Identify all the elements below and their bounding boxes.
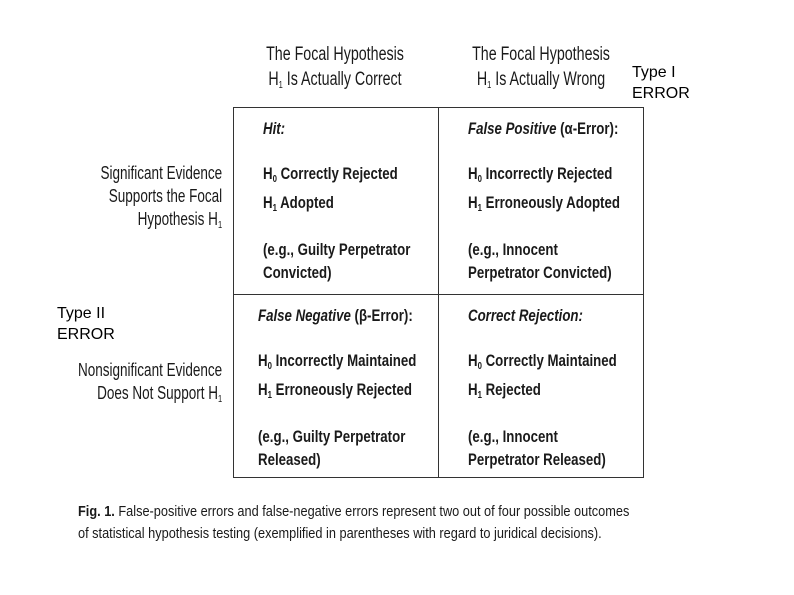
text: Erroneously Adopted: [481, 193, 620, 212]
h1-line: [263, 191, 410, 220]
text: Erroneously Rejected: [271, 380, 412, 399]
row-line: Significant Evidence: [100, 163, 222, 183]
label-line: Type I: [632, 64, 676, 81]
example-line: (e.g., Guilty Perpetrator: [258, 427, 406, 446]
header-line: The Focal Hypothesis: [472, 44, 610, 65]
cell-title: [468, 304, 617, 327]
caption-label: Fig. 1.: [78, 503, 115, 520]
title: False Positive: [468, 119, 557, 138]
row-line: [100, 208, 222, 237]
h1-line: [468, 378, 617, 407]
caption-line: of statistical hypothesis testing (exemplified in parentheses with regard to juridical decisions).: [78, 525, 602, 542]
example-line: Released): [258, 450, 321, 469]
title-rest: (β-Error):: [350, 306, 413, 325]
text: Hypothesis H: [137, 209, 218, 229]
h0-line: [468, 162, 620, 191]
label-line: Type II: [57, 305, 106, 322]
h: H: [258, 351, 268, 370]
header-line: [245, 67, 425, 98]
row-line: Supports the Focal: [108, 186, 222, 206]
h: H: [468, 164, 478, 183]
sub: 1: [267, 390, 272, 401]
sub: 0: [477, 361, 482, 372]
header-line: The Focal Hypothesis: [266, 44, 404, 65]
h: H: [468, 193, 478, 212]
text: Adopted: [276, 193, 334, 212]
h1-line: [258, 378, 416, 407]
text: Does Not Support H: [97, 383, 218, 403]
row-line: [78, 382, 222, 411]
text: Is Actually Wrong: [491, 69, 606, 90]
caption-line: [78, 501, 629, 523]
text: Is Actually Correct: [282, 69, 402, 90]
sub: 0: [267, 361, 272, 372]
h: H: [268, 69, 279, 90]
sub: 1: [217, 394, 222, 405]
label-line: ERROR: [57, 326, 115, 343]
example-line: Perpetrator Convicted): [468, 263, 612, 282]
cell-title: [263, 117, 410, 140]
figure-caption: [78, 501, 629, 545]
title-rest: (α-Error):: [556, 119, 619, 138]
text: Correctly Rejected: [276, 164, 398, 183]
cell-false-positive: [468, 117, 620, 284]
text: Correctly Maintained: [481, 351, 617, 370]
h0-line: [263, 162, 410, 191]
type-1-error-label: [632, 62, 690, 104]
h0-line: [468, 349, 617, 378]
cell-false-negative: [258, 304, 416, 471]
cell-hit: [263, 117, 410, 284]
sub: 1: [278, 80, 283, 91]
example-line: (e.g., Innocent: [468, 427, 558, 446]
title: Hit:: [263, 119, 286, 138]
title: False Negative: [258, 306, 351, 325]
caption-text: False-positive errors and false-negative errors represent two out of four possible outcomes: [114, 503, 630, 520]
title: Correct Rejection:: [468, 306, 583, 325]
sub: 1: [477, 390, 482, 401]
h: H: [258, 380, 268, 399]
text: Rejected: [481, 380, 541, 399]
h: H: [263, 164, 273, 183]
h: H: [468, 351, 478, 370]
divider: [438, 107, 439, 478]
sub: 0: [272, 174, 277, 185]
row-header-nonsignificant: [78, 359, 222, 411]
row-header-significant: [100, 162, 222, 237]
h: H: [468, 380, 478, 399]
cell-correct-rejection: [468, 304, 617, 471]
sub: 0: [477, 174, 482, 185]
type-2-error-label: [57, 303, 115, 345]
label-line: ERROR: [632, 85, 690, 102]
header-line: [451, 67, 631, 98]
cell-title: [468, 117, 620, 140]
column-header-wrong: [451, 42, 631, 98]
sub: 1: [217, 220, 222, 231]
divider: [233, 294, 644, 295]
sub: 1: [272, 203, 277, 214]
h: H: [476, 69, 488, 90]
cell-title: [258, 304, 416, 327]
row-line: Nonsignificant Evidence: [77, 360, 222, 380]
example-line: Convicted): [263, 263, 332, 282]
column-header-correct: [245, 42, 425, 98]
example-line: (e.g., Innocent: [468, 240, 558, 259]
sub: 1: [477, 203, 482, 214]
h1-line: [468, 191, 620, 220]
sub: 1: [487, 80, 492, 91]
example-line: Perpetrator Released): [468, 450, 606, 469]
h0-line: [258, 349, 416, 378]
text: Incorrectly Maintained: [271, 351, 417, 370]
example-line: (e.g., Guilty Perpetrator: [263, 240, 411, 259]
text: Incorrectly Rejected: [481, 164, 613, 183]
h: H: [263, 193, 273, 212]
